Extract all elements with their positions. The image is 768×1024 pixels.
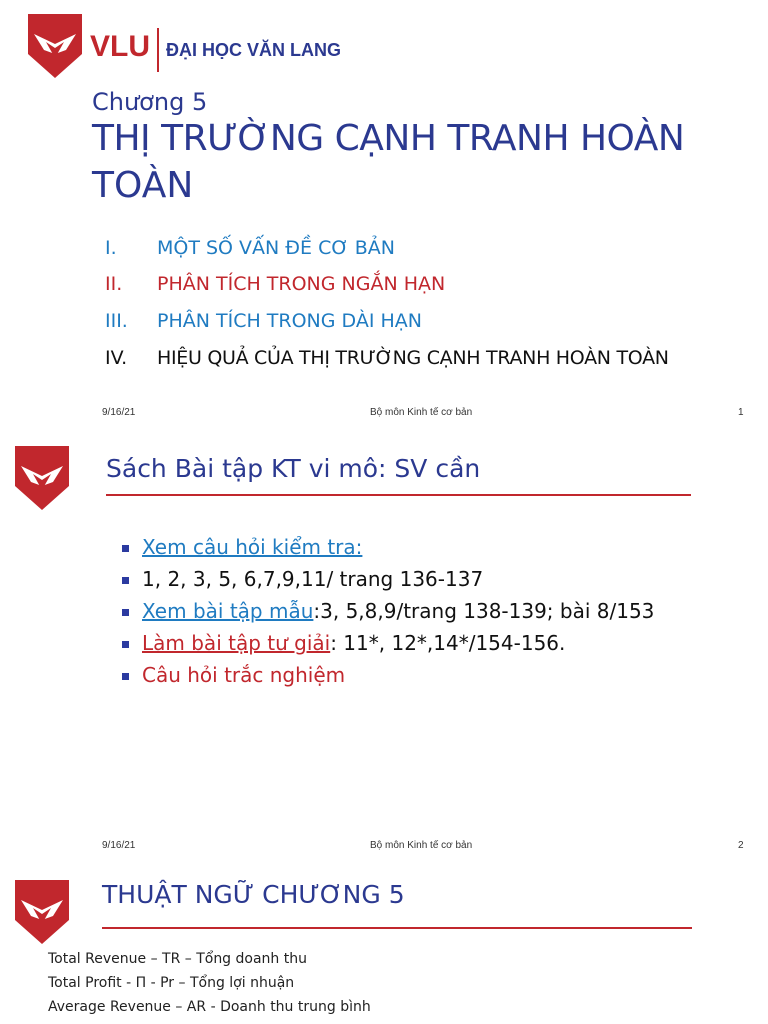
bullet-3 bbox=[142, 599, 654, 623]
toc-num-2: II. bbox=[105, 273, 123, 295]
toc-item-2[interactable]: PHÂN TÍCH TRONG NGẮN HẠN bbox=[157, 273, 446, 295]
title-underline bbox=[102, 927, 692, 929]
chapter-title-line-2: TOÀN bbox=[92, 165, 194, 206]
bullet-4 bbox=[142, 631, 565, 655]
bullet-marker bbox=[122, 609, 129, 616]
footer-page-number: 2 bbox=[738, 840, 744, 851]
slide-title: Sách Bài tập KT vi mô: SV cần bbox=[106, 454, 481, 483]
bullet-marker bbox=[122, 673, 129, 680]
bullet-1-link[interactable]: Xem câu hỏi kiểm tra: bbox=[142, 535, 363, 559]
bullet-3-text: :3, 5,8,9/trang 138-139; bài 8/153 bbox=[313, 599, 655, 623]
bullet-4-text: : 11*, 12*,14*/154-156. bbox=[330, 631, 566, 655]
logo-divider bbox=[157, 28, 159, 72]
title-underline bbox=[106, 494, 691, 496]
slide-title: THUẬT NGỮ CHƯƠNG 5 bbox=[102, 880, 405, 909]
vlu-shield-logo-icon bbox=[15, 880, 69, 944]
bullet-marker bbox=[122, 577, 129, 584]
bullet-2-text: 1, 2, 3, 5, 6,7,9,11/ trang 136-137 bbox=[142, 567, 484, 591]
toc-num-3: III. bbox=[105, 310, 128, 332]
toc-num-4: IV. bbox=[105, 347, 128, 369]
chapter-title-line-1: THỊ TRƯỜNG CẠNH TRANH HOÀN bbox=[92, 118, 685, 159]
term-3: Average Revenue – AR - Doanh thu trung bình bbox=[48, 999, 371, 1015]
logo-text: VLU bbox=[90, 30, 150, 63]
bullet-5-text: Câu hỏi trắc nghiệm bbox=[142, 663, 346, 687]
toc-item-4[interactable]: HIỆU QUẢ CỦA THỊ TRƯỜNG CẠNH TRANH HOÀN TOÀN bbox=[157, 347, 669, 369]
footer-date: 9/16/21 bbox=[102, 840, 136, 851]
bullet-marker bbox=[122, 545, 129, 552]
vlu-shield-logo-icon bbox=[15, 446, 69, 510]
term-1: Total Revenue – TR – Tổng doanh thu bbox=[48, 951, 307, 967]
bullet-3-link[interactable]: Xem bài tập mẫu bbox=[142, 599, 314, 623]
university-name: ĐẠI HỌC VĂN LANG bbox=[166, 40, 341, 60]
term-2: Total Profit - Π - Pr – Tổng lợi nhuận bbox=[48, 975, 295, 991]
vlu-shield-logo-icon bbox=[28, 14, 82, 78]
toc-item-1[interactable]: MỘT SỐ VẤN ĐỀ CƠ BẢN bbox=[157, 237, 395, 259]
bullet-marker bbox=[122, 641, 129, 648]
bullet-4-link[interactable]: Làm bài tập tư giải bbox=[142, 631, 331, 655]
footer-page-number: 1 bbox=[738, 407, 744, 418]
toc-num-1: I. bbox=[105, 237, 117, 259]
footer-dept: Bộ môn Kinh tế cơ bản bbox=[370, 840, 473, 851]
footer-dept: Bộ môn Kinh tế cơ bản bbox=[370, 407, 473, 418]
chapter-label: Chương 5 bbox=[92, 88, 208, 116]
toc-item-3[interactable]: PHÂN TÍCH TRONG DÀI HẠN bbox=[157, 310, 422, 332]
footer-date: 9/16/21 bbox=[102, 407, 136, 418]
